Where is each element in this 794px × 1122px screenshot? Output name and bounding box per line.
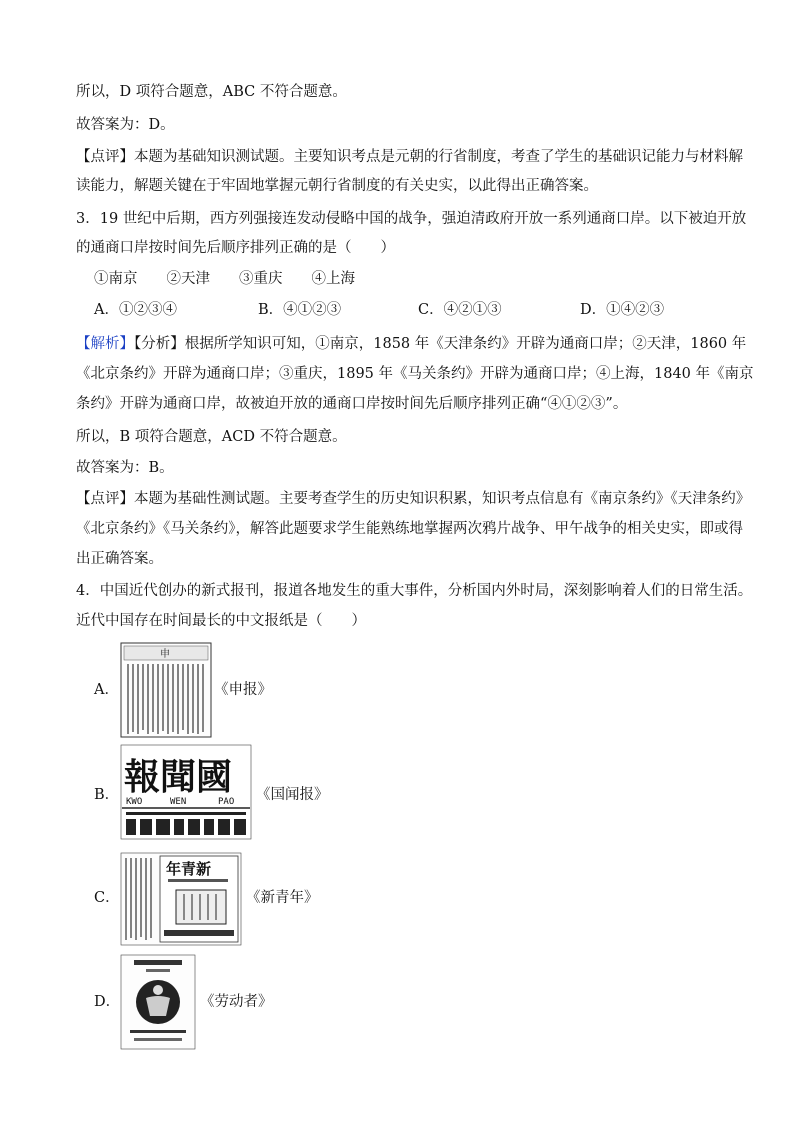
laodongzhe-magazine-image <box>120 954 196 1050</box>
comment-line: 《北京条约》《马关条约》，解答此题要求学生能熟练地掌握两次鸦片战争、甲午战争的相关史实，即或得 <box>76 521 743 537</box>
question-3-stem: 3．19 世纪中后期，西方列强接连发动侵略中国的战争，强迫清政府开放一系列通商口岸。以下被迫开放 <box>76 211 747 227</box>
option-c-label: C． <box>94 890 120 906</box>
text-line: 故答案为：B。 <box>76 460 174 476</box>
option-d-label: D． <box>94 994 121 1010</box>
option-a-label: A． <box>94 682 119 698</box>
option-d: D．①④②③ <box>580 302 665 318</box>
analysis-tag: 【解析】 <box>76 336 134 352</box>
comment-line: 读能力，解题关键在于牢固地掌握元朝行省制度的有关史实，以此得出正确答案。 <box>76 178 598 194</box>
question-3-items: ①南京 ②天津 ③重庆 ④上海 <box>94 271 355 287</box>
option-a-caption: 《申报》 <box>214 682 272 698</box>
comment-line: 【点评】本题为基础性测试题。主要考查学生的历史知识积累，知识考点信息有《南京条约》《天津条约》 <box>76 491 751 507</box>
analysis-line: 《北京条约》开辟为通商口岸；③重庆，1895 年《马关条约》开辟为通商口岸；④上海，1840 年《南京 <box>76 366 754 382</box>
option-a: A．①②③④ <box>94 302 177 318</box>
text-line: 所以，D 项符合题意，ABC 不符合题意。 <box>76 84 347 100</box>
option-b-label: B． <box>94 787 120 803</box>
guowenbao-sub-1: KWO <box>126 797 143 807</box>
xinqingnian-magazine-image <box>120 852 242 946</box>
option-b: B．④①②③ <box>258 302 342 318</box>
analysis-text: 【分析】根据所学知识可知，①南京，1858 年《天津条约》开辟为通商口岸；②天津，1860 年 <box>134 336 747 352</box>
question-4-stem: 4．中国近代创办的新式报刊，报道各地发生的重大事件，分析国内外时局，深刻影响着人们的日常生活。 <box>76 583 753 599</box>
guowenbao-sub-3: PAO <box>218 797 235 807</box>
guowenbao-masthead: 報聞國 <box>124 756 233 798</box>
text-line: 所以，B 项符合题意，ACD 不符合题意。 <box>76 429 347 445</box>
question-4-stem: 近代中国存在时间最长的中文报纸是（ ） <box>76 613 366 629</box>
analysis-line <box>76 334 746 354</box>
comment-line: 【点评】本题为基础知识测试题。主要知识考点是元朝的行省制度，考查了学生的基础识记能力与材料解 <box>76 149 743 165</box>
svg-text:申: 申 <box>160 649 170 660</box>
question-3-stem: 的通商口岸按时间先后顺序排列正确的是（ ） <box>76 240 395 256</box>
analysis-line: 条约》开辟为通商口岸，故被迫开放的通商口岸按时间先后顺序排列正确“④①②③”。 <box>76 396 628 412</box>
xinqingnian-masthead: 年青新 <box>166 860 212 878</box>
option-b-caption: 《国闻报》 <box>256 787 329 803</box>
text-line: 故答案为：D。 <box>76 117 175 133</box>
shenbao-newspaper-image <box>120 642 212 738</box>
option-c: C．④②①③ <box>418 302 502 318</box>
guowenbao-sub-2: WEN <box>170 797 187 807</box>
guowenbao-newspaper-image <box>120 744 252 840</box>
option-d-caption: 《劳动者》 <box>200 994 273 1010</box>
comment-line: 出正确答案。 <box>76 551 163 567</box>
option-c-caption: 《新青年》 <box>246 890 319 906</box>
